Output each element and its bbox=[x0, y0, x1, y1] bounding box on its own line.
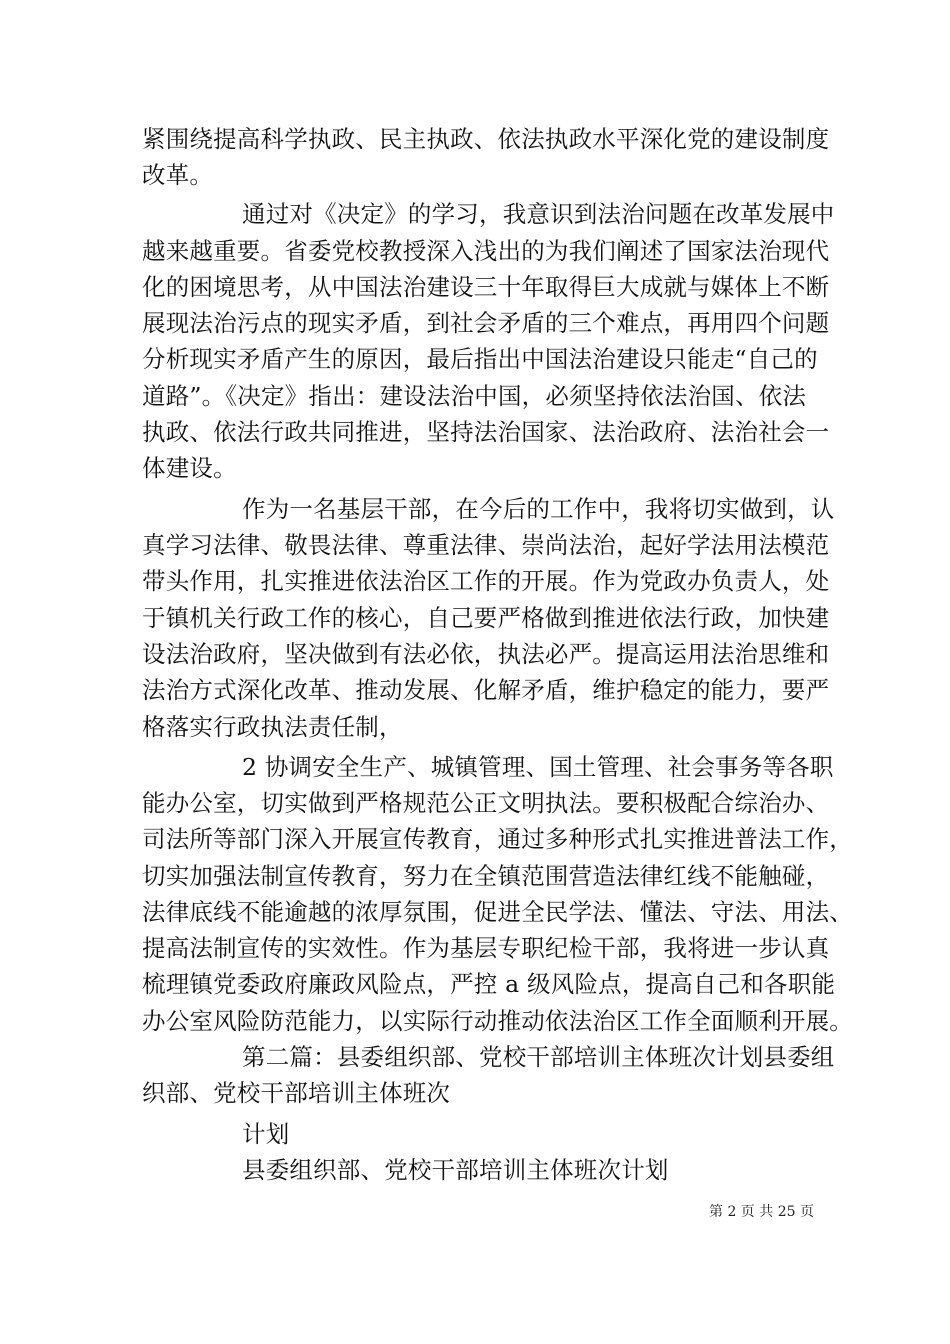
text-line: 法治方式深化改革、推动发展、化解矛盾，维护稳定的能力，要严 bbox=[142, 676, 830, 704]
text-line: 格落实行政执法责任制， bbox=[142, 713, 403, 741]
text-line: 改革。 bbox=[142, 161, 214, 189]
section-heading-line: 织部、党校干部培训主体班次 bbox=[142, 1079, 451, 1107]
page-number: 第 2 页 共 25 页 bbox=[709, 1204, 814, 1220]
text-line: 提高法制宣传的实效性。作为基层专职纪检干部，我将进一步认真 bbox=[142, 934, 830, 962]
text-line: 办公室风险防范能力，以实际行动推动依法治区工作全面顺利开展。 bbox=[142, 1007, 853, 1035]
text-line: 展现法治污点的现实矛盾，到社会矛盾的三个难点，再用四个问题 bbox=[142, 309, 830, 337]
paragraph-start-line: 通过对《决定》的学习，我意识到法治问题在改革发展中 bbox=[242, 200, 835, 228]
text-line: 能办公室，切实做到严格规范公正文明执法。要积极配合综治办、 bbox=[142, 789, 830, 817]
section-heading-line: 第二篇：县委组织部、党校干部培训主体班次计划县委组 bbox=[242, 1043, 835, 1071]
text-line: 体建设。 bbox=[142, 454, 237, 482]
text-line: 化的困境思考，从中国法治建设三十年取得巨大成就与媒体上不断 bbox=[142, 273, 830, 301]
text-line: 执政、依法行政共同推进，坚持法治国家、法治政府、法治社会一 bbox=[142, 418, 830, 446]
paragraph-start-line: 作为一名基层干部，在今后的工作中，我将切实做到，认 bbox=[242, 495, 835, 523]
text-line: 带头作用，扎实推进依法治区工作的开展。作为党政办负责人，处 bbox=[142, 567, 830, 595]
text-line: 道路”。《决定》指出：建设法治中国，必须坚持依法治国、依法 bbox=[142, 382, 807, 410]
text-line: 紧围绕提高科学执政、民主执政、依法执政水平深化党的建设制度 bbox=[142, 125, 830, 153]
text-line: 越来越重要。省委党校教授深入浅出的为我们阐述了国家法治现代 bbox=[142, 237, 830, 265]
paragraph-start-line: 2 协调安全生产、城镇管理、国土管理、社会事务等各职 bbox=[242, 753, 834, 781]
section-title: 县委组织部、党校干部培训主体班次计划 bbox=[242, 1156, 669, 1184]
text-line: 司法所等部门深入开展宣传教育，通过多种形式扎实推进普法工作， bbox=[142, 825, 853, 853]
text-line: 于镇机关行政工作的核心，自己要严格做到推进依法行政，加快建 bbox=[142, 604, 830, 632]
text-line: 法律底线不能逾越的浓厚氛围，促进全民学法、懂法、守法、用法、 bbox=[142, 898, 853, 926]
text-line: 设法治政府，坚决做到有法必依，执法必严。提高运用法治思维和 bbox=[142, 640, 830, 668]
section-subheading: 计划 bbox=[242, 1120, 290, 1148]
text-line: 真学习法律、敬畏法律、尊重法律、崇尚法治，起好学法用法模范 bbox=[142, 531, 830, 559]
text-line: 切实加强法制宣传教育，努力在全镇范围营造法律红线不能触碰， bbox=[142, 862, 830, 890]
text-line: 梳理镇党委政府廉政风险点，严控 a 级风险点，提高自己和各职能 bbox=[142, 970, 836, 998]
text-line: 分析现实矛盾产生的原因，最后指出中国法治建设只能走“自己的 bbox=[142, 345, 818, 373]
